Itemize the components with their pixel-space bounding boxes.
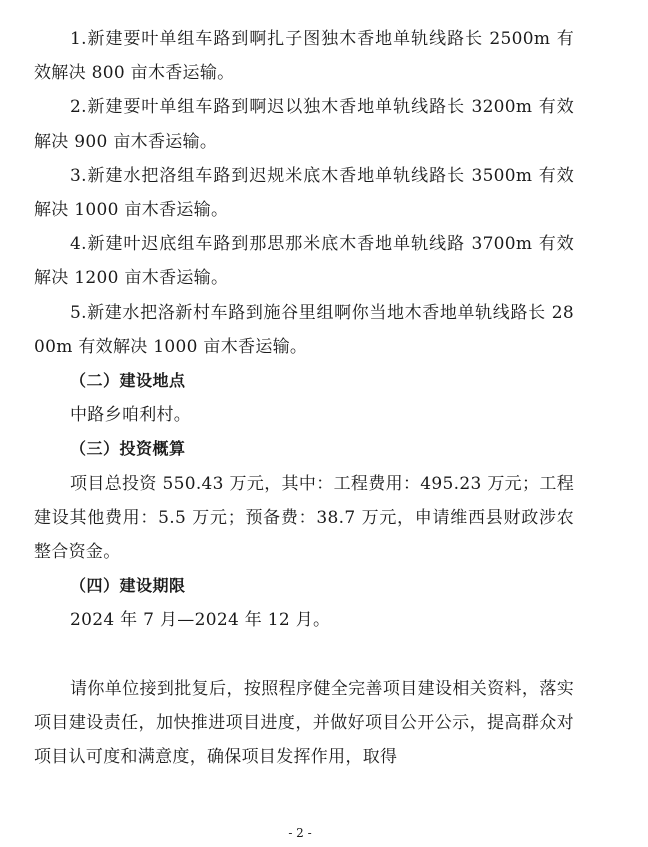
section-heading-location: （二）建设地点: [70, 371, 186, 391]
section-text-location: 中路乡咱利村。: [70, 405, 192, 426]
section-heading-investment: （三）投资概算: [70, 439, 186, 459]
paragraph-gap: [34, 638, 574, 672]
page-number: - 2 -: [288, 826, 312, 840]
list-item: 5.新建水把洛新村车路到施谷里组啊你当地木香地单轨线路长 2800m 有效解决 1000 亩木香运输。: [34, 302, 574, 357]
section-heading-period: （四）建设期限: [70, 576, 186, 596]
list-item: 4.新建叶迟底组车路到那思那米底木香地单轨线路 3700m 有效解决 1200 亩木香运输。: [34, 234, 574, 289]
list-item: 1.新建要叶单组车路到啊扎子图独木香地单轨线路长 2500m 有效解决 800 亩木香运输。: [34, 29, 574, 84]
document-body: [34, 22, 574, 774]
list-item: 3.新建水把洛组车路到迟规米底木香地单轨线路长 3500m 有效解决 1000 亩木香运输。: [34, 165, 574, 221]
list-item: 2.新建要叶单组车路到啊迟以独木香地单轨线路长 3200m 有效解决 900 亩木香运输。: [34, 97, 574, 152]
section-text-period: 2024 年 7 月—2024 年 12 月。: [70, 610, 331, 631]
section-text-investment: 项目总投资 550.43 万元，其中：工程费用：495.23 万元；工程建设其他费用：5.5 万元；预备费：38.7 万元，申请维西县财政涉农整合资金。: [34, 473, 574, 563]
closing-paragraph: 请你单位接到批复后，按照程序健全完善项目建设相关资料，落实项目建设责任，加快推进项目进度，并做好项目公开公示，提高群众对项目认可度和满意度，确保项目发挥作用，取得: [34, 678, 574, 768]
